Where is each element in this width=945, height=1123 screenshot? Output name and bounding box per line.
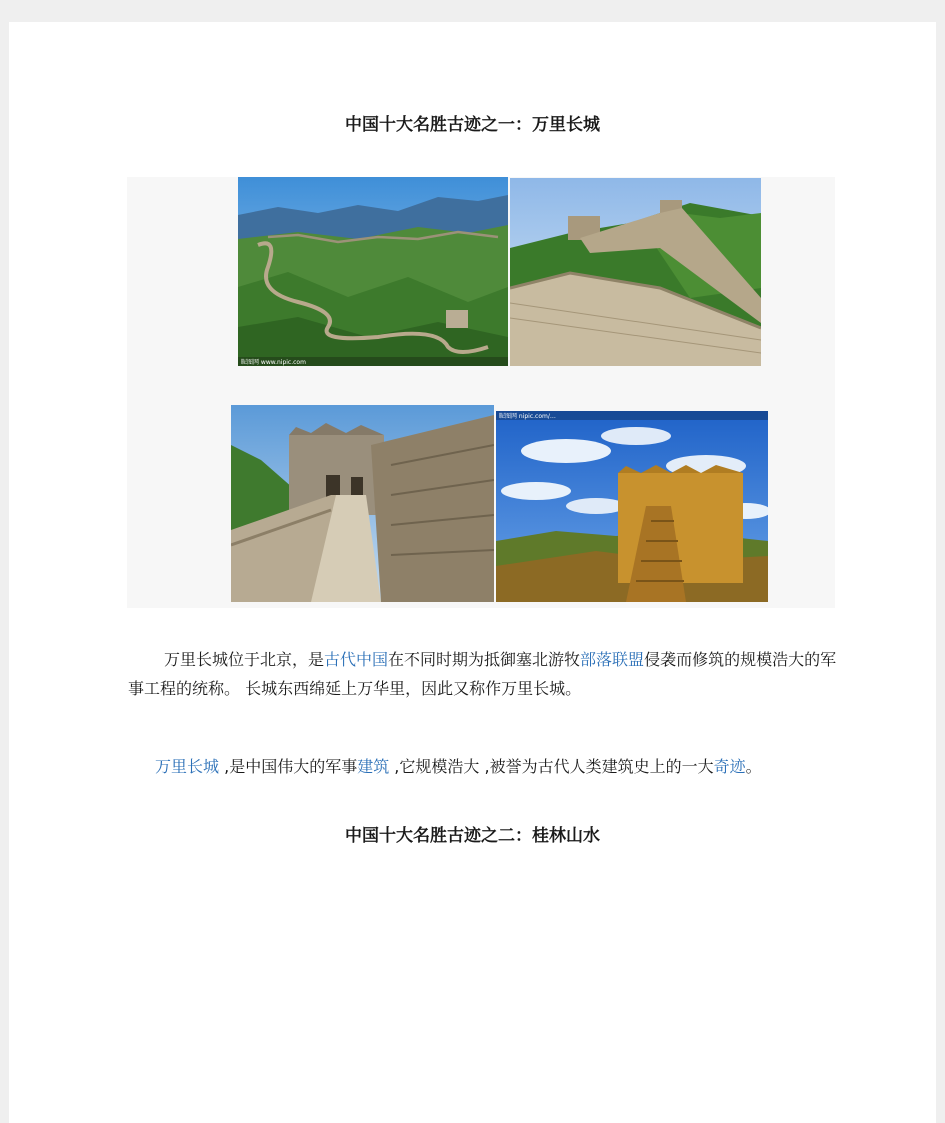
watermark-p1: 昵图网 www.nipic.com — [241, 359, 306, 366]
great-wall-intro-paragraph — [128, 645, 840, 703]
text-run: 万里长城位于北京，是 — [164, 650, 325, 669]
text-run: ,是中国伟大的军事 — [219, 757, 358, 776]
section-heading-great-wall: 中国十大名胜古迹之一：万里长城 — [345, 115, 600, 135]
section-heading-guilin: 中国十大名胜古迹之二：桂林山水 — [345, 826, 600, 846]
link-ancient-china[interactable]: 古代中国 — [324, 650, 389, 669]
link-tribal-alliance[interactable]: 部落联盟 — [580, 650, 645, 669]
great-wall-photo-gallery — [127, 177, 835, 608]
link-wonder[interactable]: 奇迹 — [713, 757, 746, 776]
text-run: 侵袭而修筑的规模浩大的军事工程的统称。 长城东西绵延上万华里，因此又称作万里长城。 — [128, 650, 837, 698]
text-run: 。 — [745, 757, 762, 776]
great-wall-photo-1 — [238, 177, 508, 366]
great-wall-photo-2 — [510, 178, 761, 366]
great-wall-summary-paragraph — [128, 752, 840, 781]
watermark-p4: 昵图网 nipic.com/… — [499, 413, 556, 420]
link-architecture[interactable]: 建筑 — [357, 757, 390, 776]
great-wall-photo-4 — [496, 411, 768, 602]
link-great-wall[interactable]: 万里长城 — [155, 757, 220, 776]
great-wall-photo-3 — [231, 405, 494, 602]
text-run: ,它规模浩大 ,被誉为古代人类建筑史上的一大 — [389, 757, 714, 776]
document-page — [9, 22, 936, 1123]
text-run: 在不同时期为抵御塞北游牧 — [388, 650, 581, 669]
